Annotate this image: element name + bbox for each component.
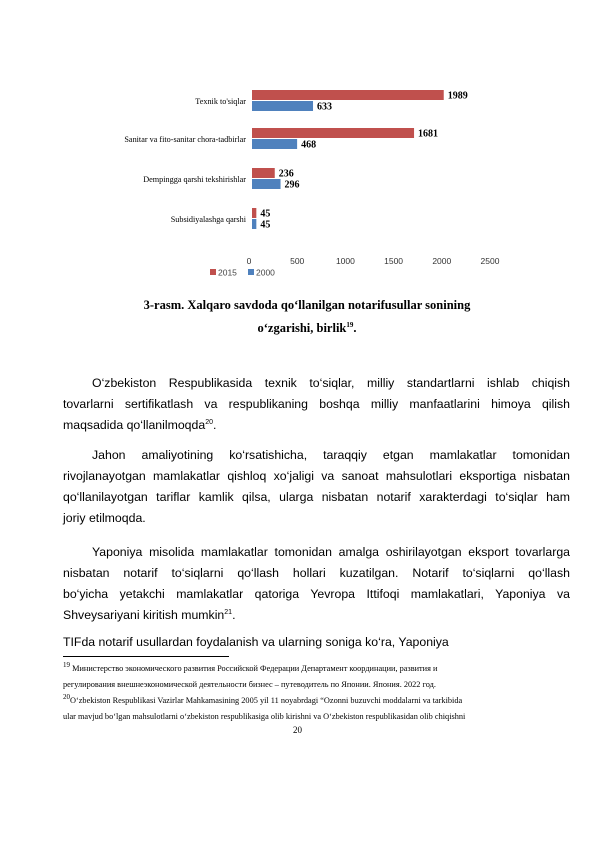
- bars: [252, 90, 444, 229]
- footnote-line: [63, 661, 570, 677]
- paragraph-1: [63, 373, 570, 436]
- text-line: [63, 415, 570, 436]
- legend-swatch-2015: [210, 269, 216, 275]
- footnote-text: O‘zbekiston Respublikasi Vazirlar Mahkamasining 2005 yil 11 noyabrdagi “Ozonni buzuvchi moddalarni va tarkibida: [70, 696, 463, 705]
- value-labels: [260, 91, 467, 231]
- legend-swatch-2000: [248, 269, 254, 275]
- footnote-19: [63, 661, 570, 693]
- text-line: Yaponiya misolida mamlakatlar tomonidan amalga oshirilayotgan eksport tovarlarga: [92, 545, 570, 559]
- data-label: 45: [260, 219, 271, 231]
- text-run: .: [232, 608, 236, 622]
- caption-text: o‘zgarishi, birlik: [257, 321, 347, 335]
- x-tick-label: 1500: [384, 256, 404, 266]
- text-line: [63, 605, 570, 626]
- footnote-line: ular mavjud bo‘lgan mahsulotlarni o‘zbekiston respublikasiga olib kirishni va O‘zbekiston respublikasidan olib chiqishni: [63, 712, 466, 721]
- x-axis-ticks: [247, 256, 500, 266]
- bar-2000: [252, 139, 297, 149]
- paragraph-4: [63, 632, 570, 653]
- footnote-line: [63, 693, 570, 709]
- text-line: TIFda notarif usullardan foydalanish va ularning soniga ko‘ra, Yaponiya: [63, 635, 449, 649]
- text-line: rivojlanayotgan mamlakatlar qishloq xo‘jaligi va sanoat mahsulotlari eksportiga nisbatan: [63, 469, 570, 483]
- text-line: Jahon amaliyotining ko‘rsatishicha, taraqqiy etgan mamlakatlar tomonidan: [92, 448, 570, 462]
- footnote-mark: 20: [63, 693, 70, 702]
- text-run: maqsadida qo‘llanilmoqda: [63, 418, 206, 432]
- footnote-ref-21: 21: [224, 608, 233, 616]
- paragraph-2: [63, 445, 570, 529]
- bar-2015: [252, 90, 444, 100]
- footnote-ref-19: 19: [346, 320, 354, 329]
- bar-2015: [252, 168, 275, 178]
- footnote-text: Министерство экономического развития Российской Федерации Департамент координации, развития и: [70, 664, 438, 673]
- category-label: Dempingga qarshi tekshirishlar: [143, 175, 246, 184]
- caption-end: .: [353, 321, 357, 335]
- data-label: 633: [317, 101, 333, 113]
- legend-label: 2000: [256, 267, 275, 278]
- figure-caption-line1: 3-rasm. Xalqaro savdoda qo‘llanilgan notarifusullar sonining: [143, 298, 471, 312]
- data-label: 1681: [418, 128, 439, 140]
- category-label: Texnik to'siqlar: [195, 97, 246, 106]
- category-label: Sanitar va fito-sanitar chora-tadbirlar: [124, 135, 246, 144]
- text-line: joriy etilmoqda.: [63, 511, 146, 525]
- x-tick-label: 2500: [480, 256, 500, 266]
- footnote-divider: [63, 656, 229, 657]
- bar-2000: [252, 179, 281, 189]
- data-label: 1989: [447, 90, 468, 102]
- text-line: O‘zbekiston Respublikasida texnik to‘siqlar, milliy standartlarni ishlab chiqish: [92, 376, 570, 390]
- x-tick-label: 1000: [335, 256, 355, 266]
- figure-caption-line2: [62, 321, 552, 336]
- bar-2015: [252, 208, 256, 218]
- footnote-mark: 19: [63, 661, 70, 670]
- text-run: .: [213, 418, 217, 432]
- legend: [210, 268, 275, 278]
- category-labels: [124, 97, 246, 224]
- notarif-measures-bar-chart: [60, 70, 530, 285]
- bar-2000: [252, 101, 313, 111]
- data-label: 468: [301, 139, 317, 151]
- footnote-ref-20: 20: [205, 418, 213, 426]
- bar-2000: [252, 219, 256, 229]
- data-label: 296: [284, 179, 300, 191]
- text-line: qo‘llanilayotgan tariflar kamlik qilsa, ularga nisbatan notarif xarakterdagi to‘siqlar ham: [63, 490, 570, 504]
- footnote-line: регулирования внешнеэкономической деятельности бизнес – путеводитель по Японии. Япония. 2022 год.: [63, 680, 436, 689]
- data-label: 236: [278, 168, 294, 180]
- text-line: tovarlarni sertifikatlash va respublikaning boshqa milliy manfaatlarini himoya qilish: [63, 397, 570, 411]
- x-tick-label: 2000: [432, 256, 452, 266]
- legend-label: 2015: [218, 267, 237, 278]
- text-line: nisbatan notarif to‘siqlarni qo‘llash hollari kuzatilgan. Notarif to‘siqlarni qo‘llash: [63, 566, 570, 580]
- text-line: bo‘yicha yetakchi mamlakatlar qatoriga Yevropa Ittifoqi mamlakatlari, Yaponiya va: [63, 587, 570, 601]
- paragraph-3: [63, 542, 570, 626]
- x-tick-label: 500: [290, 256, 305, 266]
- bar-2015: [252, 128, 414, 138]
- x-tick-label: 0: [246, 256, 252, 266]
- text-run: Shveysariyani kiritish mumkin: [63, 608, 225, 622]
- data-label: 45: [260, 208, 271, 220]
- page-number: 20: [293, 725, 302, 735]
- footnote-20: [63, 693, 570, 725]
- category-label: Subsidiyalashga qarshi: [170, 215, 246, 224]
